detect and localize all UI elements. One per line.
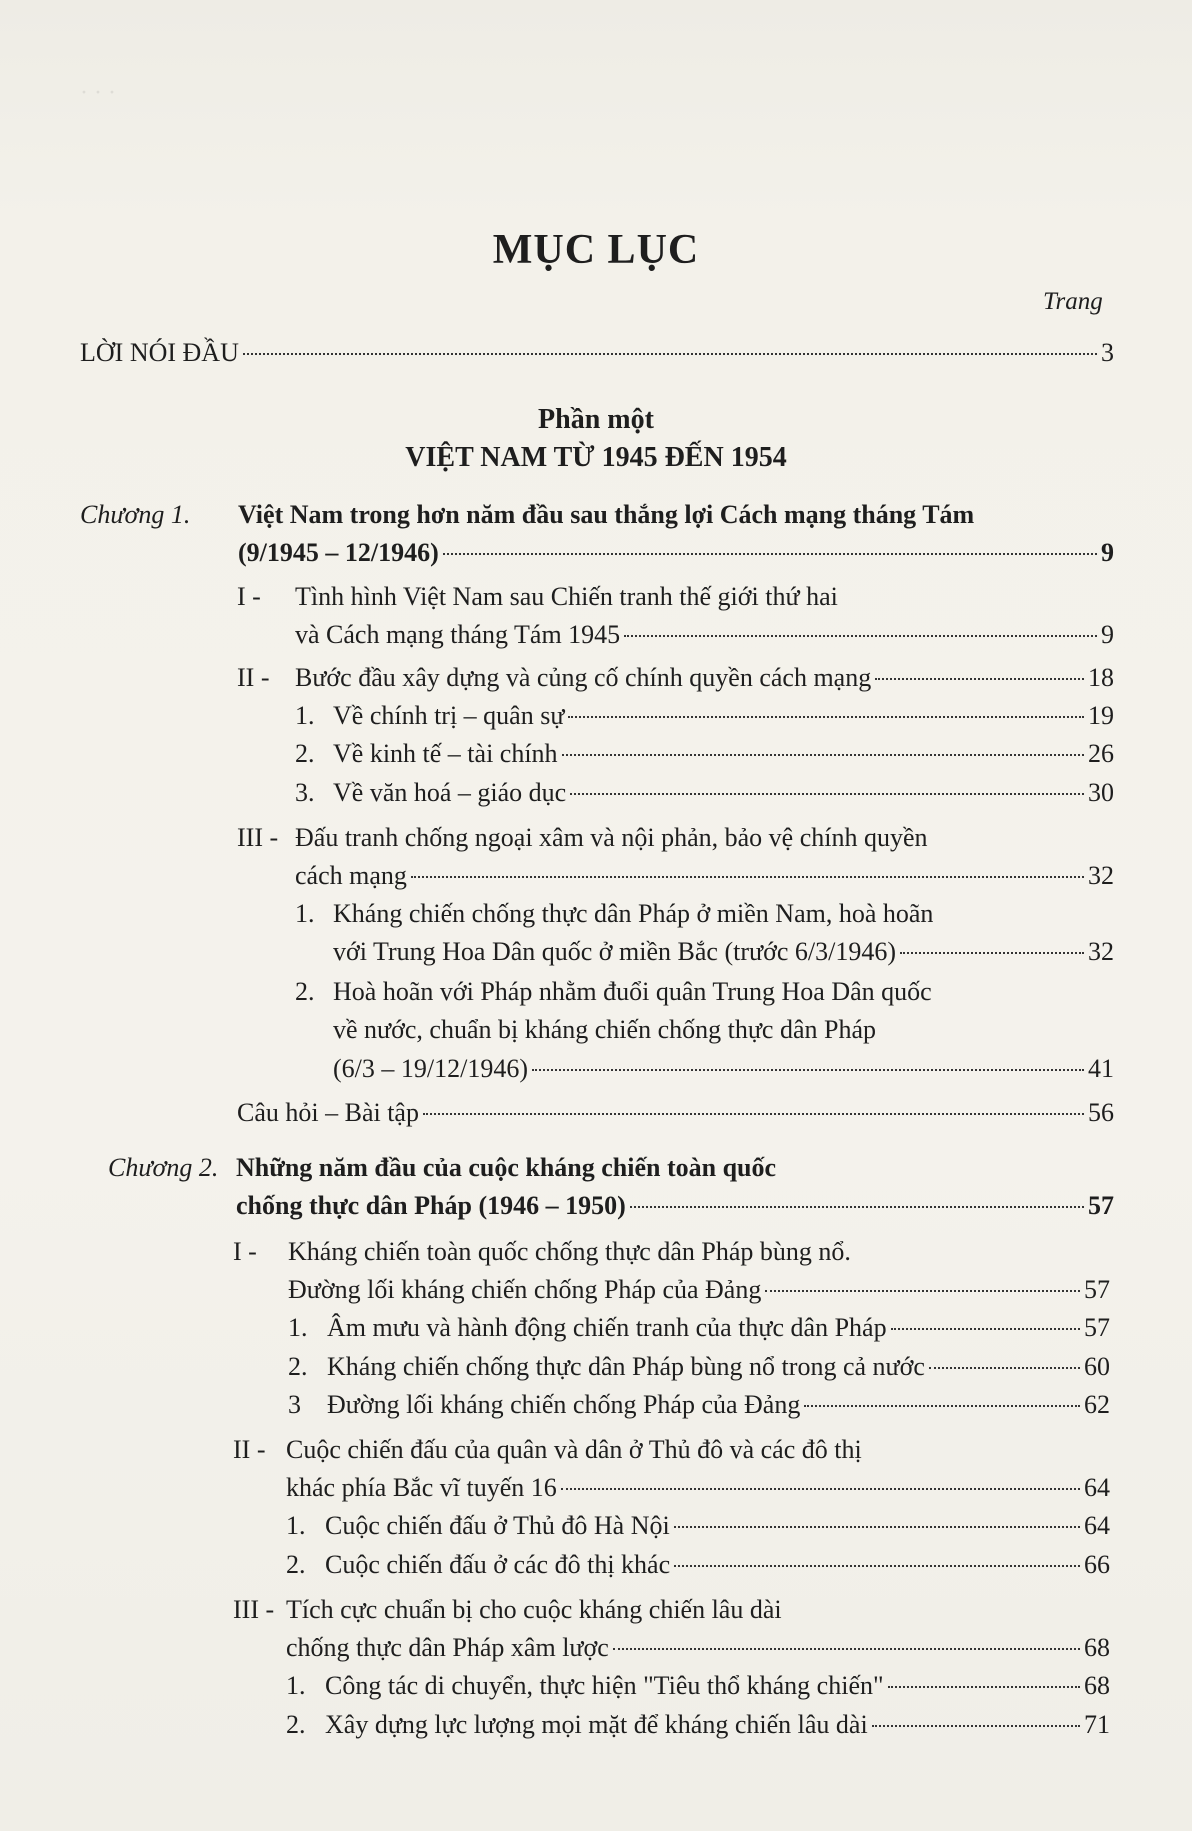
section-title-cont: và Cách mạng tháng Tám 1945 [295,620,621,649]
leader-dots [888,1686,1080,1688]
item-number: 2. [286,1550,306,1579]
section-title-cont: Đường lối kháng chiến chống Pháp của Đảng [288,1275,762,1304]
item-number: 1. [286,1511,306,1540]
leader-dots [674,1565,1080,1567]
toc-page-number: 30 [1088,778,1114,807]
toc-entry-questions[interactable] [237,1098,1114,1128]
toc-page-number: 3 [1101,338,1114,367]
item-title: Về văn hoá – giáo dục [333,778,567,807]
page-title: MỤC LỤC [492,227,700,273]
toc-page-number: 64 [1084,1511,1110,1540]
item-number: 3. [295,778,315,807]
toc-entry-chapter-1[interactable] [238,538,1114,568]
item-number: 2. [288,1352,308,1381]
toc-page-number: 64 [1084,1473,1110,1502]
leader-dots [891,1328,1080,1330]
section-title[interactable]: Tình hình Việt Nam sau Chiến tranh thế giới thứ hai [295,582,838,611]
toc-page-number: 57 [1084,1313,1110,1342]
toc-page-number: 62 [1084,1390,1110,1419]
leader-dots [900,952,1084,954]
item-number: 1. [286,1671,306,1700]
toc-entry-item[interactable] [327,1390,1110,1420]
section-title-cont: chống thực dân Pháp xâm lược [286,1633,609,1662]
toc-entry-item[interactable] [325,1550,1110,1580]
section-title-cont: khác phía Bắc vĩ tuyến 16 [286,1473,557,1502]
toc-page-number: 66 [1084,1550,1110,1579]
item-title: Cuộc chiến đấu ở các đô thị khác [325,1550,671,1579]
toc-entry-section[interactable] [295,620,1114,650]
section-title[interactable]: Kháng chiến toàn quốc chống thực dân Pháp bùng nổ. [288,1237,851,1266]
leader-dots [562,754,1084,756]
leader-dots [243,353,1097,355]
toc-entry-section[interactable] [286,1633,1110,1663]
leader-dots [411,876,1084,878]
section-title[interactable]: Đấu tranh chống ngoại xâm và nội phản, bảo vệ chính quyền [295,823,928,852]
toc-page-number: 32 [1088,861,1114,890]
toc-page-number: 19 [1088,701,1114,730]
toc-entry-chapter-2[interactable] [236,1191,1114,1221]
section-title[interactable]: Tích cực chuẩn bị cho cuộc kháng chiến lâu dài [286,1595,782,1624]
toc-entry-item[interactable] [325,1511,1110,1541]
toc-page-number: 9 [1101,538,1114,567]
chapter-label: Chương 2. [108,1153,219,1182]
toc-page-number: 60 [1084,1352,1110,1381]
section-title: Bước đầu xây dựng và củng cố chính quyền cách mạng [295,663,872,692]
leader-dots [561,1488,1080,1490]
toc-page-number: 56 [1088,1098,1114,1127]
item-title-cont: (6/3 – 19/12/1946) [333,1054,528,1083]
item-title-cont: về nước, chuẩn bị kháng chiến chống thực dân Pháp [333,1015,877,1044]
item-title: Âm mưu và hành động chiến tranh của thực dân Pháp [327,1313,887,1342]
item-number: 2. [295,977,315,1006]
toc-entry-preface[interactable] [80,338,1114,368]
leader-dots [613,1648,1080,1650]
leader-dots [443,553,1097,555]
toc-page-number: 18 [1088,663,1114,692]
part-label: Phần một [538,404,654,435]
chapter-title-cont: (9/1945 – 12/1946) [238,538,439,567]
item-number: 1. [288,1313,308,1342]
item-number: 1. [295,701,315,730]
section-number: II - [233,1435,266,1464]
toc-page-number: 41 [1088,1054,1114,1083]
leader-dots [929,1367,1080,1369]
item-title: Về chính trị – quân sự [333,701,565,730]
item-number: 3 [288,1390,301,1419]
item-number: 2. [286,1710,306,1739]
leader-dots [568,716,1084,718]
chapter-title-cont: chống thực dân Pháp (1946 – 1950) [236,1191,626,1220]
item-title[interactable]: Kháng chiến chống thực dân Pháp ở miền Nam, hoà hoãn [333,899,934,928]
section-number: I - [233,1237,257,1266]
leader-dots [875,678,1084,680]
section-number: III - [237,823,279,852]
leader-dots [532,1069,1084,1071]
part-title: VIỆT NAM TỪ 1945 ĐẾN 1954 [405,442,787,473]
leader-dots [765,1290,1080,1292]
toc-page-number: 57 [1084,1275,1110,1304]
toc-page-number: 68 [1084,1671,1110,1700]
item-title: Kháng chiến chống thực dân Pháp bùng nổ trong cả nước [327,1352,925,1381]
toc-page-number: 9 [1101,620,1114,649]
leader-dots [423,1113,1084,1115]
item-title-cont: với Trung Hoa Dân quốc ở miền Bắc (trước 6/3/1946) [333,937,896,966]
toc-entry-section[interactable] [288,1275,1110,1305]
leader-dots [674,1526,1080,1528]
item-title: Công tác di chuyển, thực hiện "Tiêu thổ kháng chiến" [325,1671,884,1700]
section-number: I - [237,582,261,611]
item-number: 1. [295,899,315,928]
chapter-label: Chương 1. [80,500,191,529]
toc-entry-item[interactable] [333,778,1114,808]
toc-entry-section[interactable] [295,663,1114,693]
chapter-title[interactable]: Việt Nam trong hơn năm đầu sau thắng lợi Cách mạng tháng Tám [238,500,975,529]
leader-dots [872,1725,1080,1727]
questions-title: Câu hỏi – Bài tập [237,1098,419,1127]
section-number: II - [237,663,270,692]
chapter-title[interactable]: Những năm đầu của cuộc kháng chiến toàn quốc [236,1153,777,1182]
toc-page-number: 71 [1084,1710,1110,1739]
section-title[interactable]: Cuộc chiến đấu của quân và dân ở Thủ đô và các đô thị [286,1435,862,1464]
section-number: III - [233,1595,275,1624]
item-title[interactable]: Hoà hoãn với Pháp nhằm đuổi quân Trung Hoa Dân quốc [333,977,932,1006]
toc-page-number: 32 [1088,937,1114,966]
toc-entry-item[interactable] [327,1313,1110,1343]
leader-dots [570,793,1084,795]
toc-entry-item[interactable] [327,1352,1110,1382]
show-through-text: · · · [80,80,116,106]
item-number: 2. [295,739,315,768]
toc-entry-item[interactable] [333,1054,1114,1084]
toc-page-number: 57 [1088,1191,1114,1220]
item-title: Xây dựng lực lượng mọi mặt để kháng chiến lâu dài [325,1710,868,1739]
toc-entry-item[interactable] [325,1710,1110,1740]
item-title: Về kinh tế – tài chính [333,739,558,768]
item-title: Đường lối kháng chiến chống Pháp của Đảng [327,1390,801,1419]
item-title: Cuộc chiến đấu ở Thủ đô Hà Nội [325,1511,670,1540]
leader-dots [624,635,1097,637]
toc-entry-section[interactable] [286,1473,1110,1503]
section-title-cont: cách mạng [295,861,407,890]
toc-entry-item[interactable] [333,739,1114,769]
toc-entry-section[interactable] [295,861,1114,891]
toc-entry-item[interactable] [333,701,1114,731]
page-column-label: Trang [1043,288,1103,315]
leader-dots [630,1206,1084,1208]
toc-entry-label: LỜI NÓI ĐẦU [80,338,239,367]
toc-page-number: 68 [1084,1633,1110,1662]
toc-entry-item[interactable] [333,937,1114,967]
leader-dots [804,1405,1080,1407]
toc-page-number: 26 [1088,739,1114,768]
toc-entry-item[interactable] [325,1671,1110,1701]
